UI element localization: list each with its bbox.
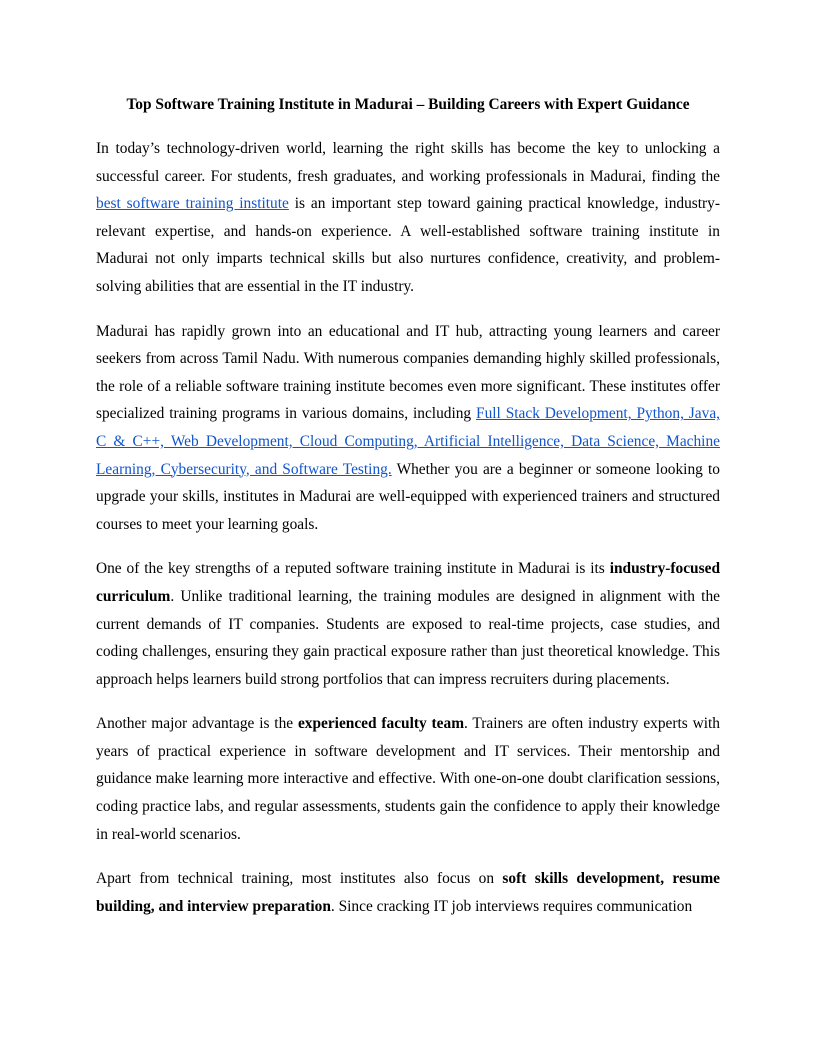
paragraph-soft-skills xyxy=(96,865,720,920)
paragraph-text: . Since cracking IT job interviews requires communication xyxy=(330,897,693,915)
bold-phrase: soft skills development, resume building, and interview preparation xyxy=(96,870,720,915)
paragraph-madurai-hub xyxy=(96,318,720,539)
paragraph-intro xyxy=(96,135,720,301)
paragraph-text: Apart from technical training, most institutes also focus on xyxy=(96,870,503,888)
best-software-training-institute-link[interactable]: best software training institute xyxy=(96,195,289,213)
document-page xyxy=(96,94,720,937)
paragraph-text: Madurai has rapidly grown into an educational and IT hub, attracting young learners and career seekers from across Tamil Nadu. With numerous companies demanding highly skilled professionals, the role of a reliable software training institute becomes even more significant. These institutes offer specialized training programs in various domains, including xyxy=(96,322,720,423)
paragraph-faculty xyxy=(96,710,720,848)
bold-phrase: industry-focused curriculum xyxy=(96,560,720,605)
paragraph-text: . Unlike traditional learning, the training modules are designed in alignment with the current demands of IT companies. Students are exposed to real-time projects, case studies, and coding challenges, ensuring they gain practical exposure rather than just theoretical knowledge. This approach helps learners build strong portfolios that can impress recruiters during placements. xyxy=(96,587,720,688)
paragraph-text: . Trainers are often industry experts with years of practical experience in software development and IT services. Their mentorship and guidance make learning more interactive and effective. With one-on-one doubt clarification sessions, coding practice labs, and regular assessments, students gain the confidence to apply their knowledge in real-world scenarios. xyxy=(96,715,720,843)
paragraph-text: One of the key strengths of a reputed software training institute in Madurai is its xyxy=(96,560,610,578)
courses-link[interactable]: Full Stack Development, Python, Java, C & C++, Web Development, Cloud Computing, Artificial Intelligence, Data Science, Machine Learning, Cybersecurity, and Software Testing. xyxy=(96,405,720,478)
document-title: Top Software Training Institute in Madurai – Building Careers with Expert Guidance xyxy=(126,96,690,113)
bold-phrase: experienced faculty team xyxy=(297,715,465,733)
paragraph-curriculum xyxy=(96,555,720,693)
paragraph-text: is an important step toward gaining practical knowledge, industry-relevant expertise, and hands-on experience. A well-established software training institute in Madurai not only imparts technical skills but also nurtures confidence, creativity, and problem-solving abilities that are essential in the IT industry. xyxy=(96,195,720,295)
paragraph-text: Whether you are a beginner or someone looking to upgrade your skills, institutes in Madurai are well-equipped with experienced trainers and structured courses to meet your learning goals. xyxy=(96,460,720,533)
paragraph-text: Another major advantage is the xyxy=(96,715,298,733)
paragraph-text: In today’s technology-driven world, learning the right skills has become the key to unlocking a successful career. For students, fresh graduates, and working professionals in Madurai, finding the xyxy=(96,140,720,185)
